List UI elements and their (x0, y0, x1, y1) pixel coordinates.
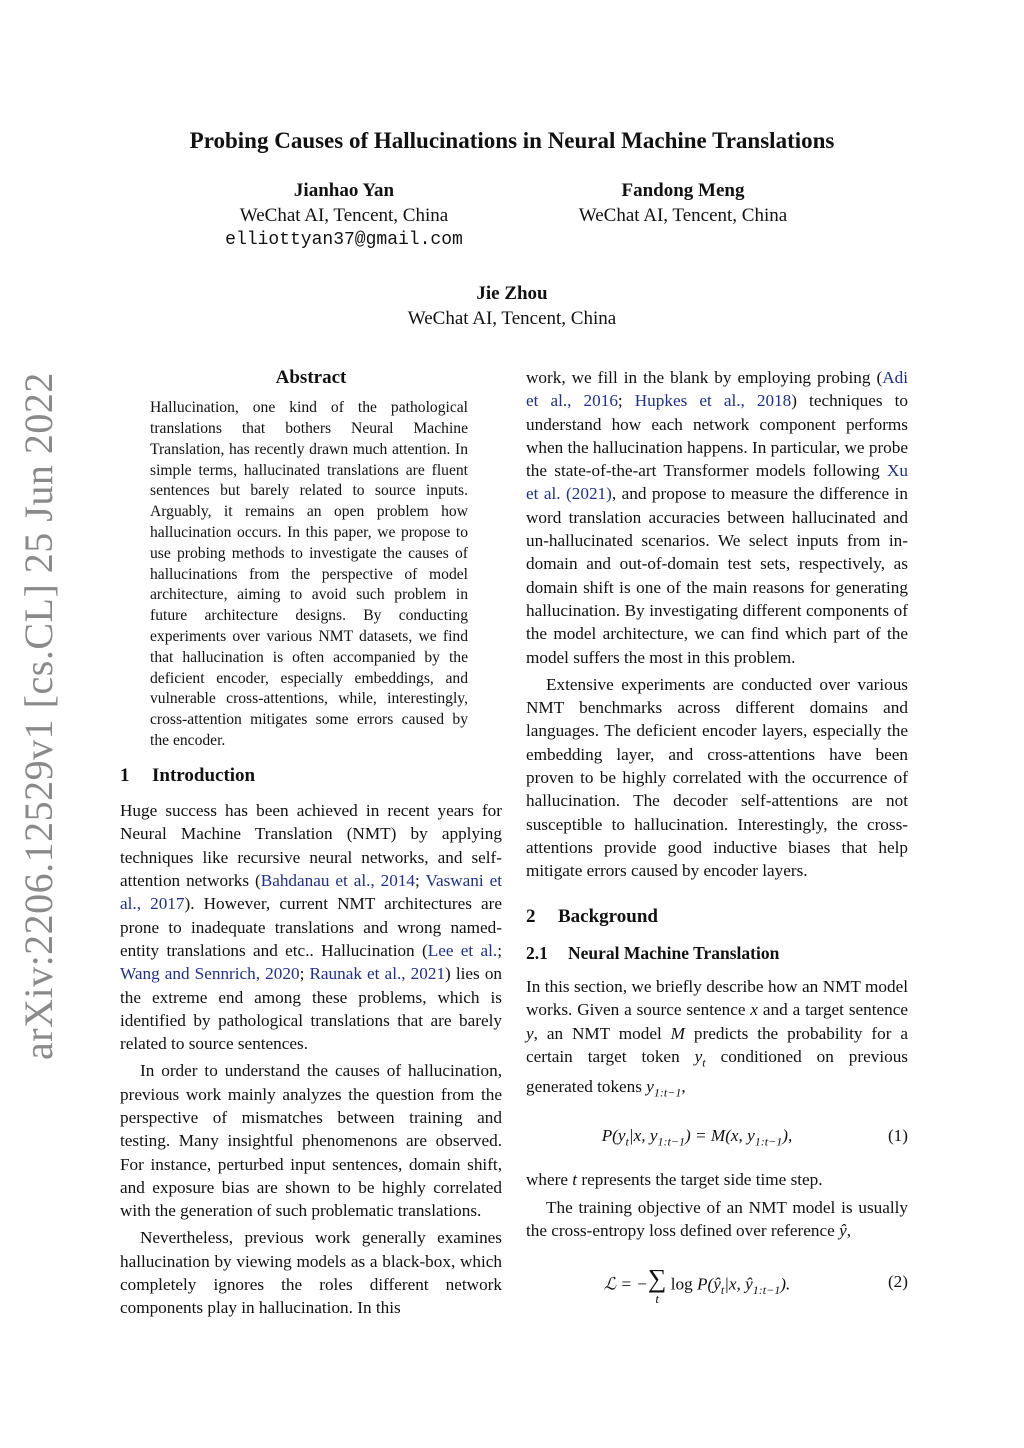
subsection-heading-nmt (526, 942, 908, 965)
intro-paragraph-4: work, we fill in the blank by employing probing (Adi et al., 2016; Hupkes et al., 2018) techniques to understand how each network component performs when the hallucination happens. In particular, we probe the state-of-the-art Transformer models following Xu et al. (2021), and propose to measure the difference in word translation accuracies between hallucinated and un-hallucinated scenarios. We select inputs from in-domain and out-of-domain test sets, respectively, as domain shift is one of the main reasons for generating hallucination. By investigating different components of the model architecture, we can find which part of the model suffers the most in this problem. (526, 368, 908, 667)
section-title: Background (558, 905, 658, 927)
left-column (120, 366, 502, 1320)
author-affiliation: WeChat AI, Tencent, China (407, 308, 617, 329)
equation-1 (526, 1114, 908, 1158)
abstract-text: Hallucination, one kind of the pathological translations that bothers Neural Machine Translation, has recently drawn much attention. In simple terms, hallucinated translations are fluent sentences but barely related to source inputs. Arguably, it remains an open problem how hallucination occurs. In this paper, we propose to use probing methods to investigate the causes of hallucinations from the perspective of model architecture, aiming to avoid such problem in future architecture designs. By conducting experiments over various NMT datasets, we find that hallucination is often accompanied by the deficient encoder, especially embeddings, and vulnerable cross-attentions, while, interestingly, cross-attention mitigates some errors caused by the encoder. (150, 399, 468, 750)
author-1 (185, 178, 503, 253)
section-number: 1 (120, 764, 130, 786)
subsection-title: Neural Machine Translation (568, 942, 780, 963)
author-affiliation: WeChat AI, Tencent, China (239, 205, 449, 226)
equation-expression: $P(y_t|x$, $y_{1:t-1}) = M(x$, $y_{1:t-1}$), (601, 1126, 793, 1149)
background-paragraph-2: where t represents the target side time step. (526, 1170, 823, 1190)
citation-link[interactable]: Xu et al. (2021) (526, 461, 908, 504)
citation-link[interactable]: Vaswani et al., 2017 (120, 871, 503, 914)
author-affiliation: WeChat AI, Tencent, China (578, 205, 788, 226)
section-heading-introduction (120, 764, 502, 787)
equation-2 (526, 1252, 908, 1314)
equation-number: (1) (887, 1126, 908, 1146)
arxiv-stamp: arXiv:2206.12529v1 [cs.CL] 25 Jun 2022 (16, 372, 61, 1060)
background-paragraph-3: The training objective of an NMT model is usually the cross-entropy loss defined over reference ŷ, (526, 1197, 908, 1241)
intro-paragraph-3: Nevertheless, previous work generally examines hallucination by viewing models as a black-box, which completely ignores the roles different network components play in hallucination. In this (120, 1228, 502, 1318)
author-name: Jie Zhou (476, 283, 548, 304)
author-name: Fandong Meng (621, 180, 745, 201)
section-title: Introduction (152, 764, 256, 786)
paper-title: Probing Causes of Hallucinations in Neural Machine Translations (189, 128, 835, 153)
section-number: 2 (526, 905, 536, 927)
section-heading-background (526, 905, 908, 928)
citation-link[interactable]: Wang and Sennrich, 2020 (120, 964, 300, 984)
summation-symbol: ∑ t (647, 1264, 667, 1307)
intro-paragraph-2: In order to understand the causes of hallucination, previous work mainly analyzes the question from the perspective of mismatches between training and testing. Many insightful phenomenons are observed. For instance, perturbed input sentences, domain shift, and exposure bias are shown to be highly correlated with the generation of such problematic translations. (120, 1061, 502, 1221)
citation-link[interactable]: Lee et al. (427, 940, 498, 960)
author-name: Jianhao Yan (293, 180, 395, 201)
equation-number: (2) (887, 1272, 908, 1292)
abstract-heading: Abstract (275, 367, 347, 388)
citation-link[interactable]: Raunak et al., 2021 (309, 964, 446, 984)
subsection-number: 2.1 (526, 942, 548, 963)
intro-paragraph-5: Extensive experiments are conducted over various NMT benchmarks across different domains and languages. The deficient encoder layers, especially the embedding layer, and cross-attentions have been proven to be highly correlated with the occurrence of hallucination. The decoder self-attentions are not susceptible to hallucination. Interestingly, the cross-attentions provide good inductive biases that help mitigate errors caused by encoder layers. (526, 674, 908, 881)
citation-link[interactable]: Bahdanau et al., 2014 (260, 871, 416, 891)
author-2 (527, 178, 839, 228)
equation-expression: ℒ = − ∑ t $\log P(ŷ_t|x$, $ŷ_{1:t-1}$). (603, 1264, 791, 1307)
right-column (526, 366, 908, 1324)
citation-link[interactable]: Adi et al., 2016 (526, 368, 908, 411)
author-3 (312, 281, 712, 331)
background-paragraph-1: In this section, we briefly describe how an NMT model works. Given a source sentence x and a target sentence y, an NMT model M predicts the probability for a certain target token $y_t$ conditioned on previous generated tokens $y_{1:t-1}$, (526, 977, 908, 1100)
citation-link[interactable]: Hupkes et al., 2018 (634, 391, 792, 411)
author-email[interactable]: elliottyan37@gmail.com (225, 230, 463, 250)
intro-paragraph-1: Huge success has been achieved in recent years for Neural Machine Translation (NMT) by applying techniques like recursive neural networks, and self-attention networks (Bahdanau et al., 2014; Vaswani et al., 2017). However, current NMT architectures are prone to inadequate translations and wrong named-entity translations and etc.. Hallucination (Lee et al.; Wang and Sennrich, 2020; Raunak et al., 2021) lies on the extreme end among these problems, which is identified by pathological translations that are barely related to source sentences. (120, 801, 503, 1054)
